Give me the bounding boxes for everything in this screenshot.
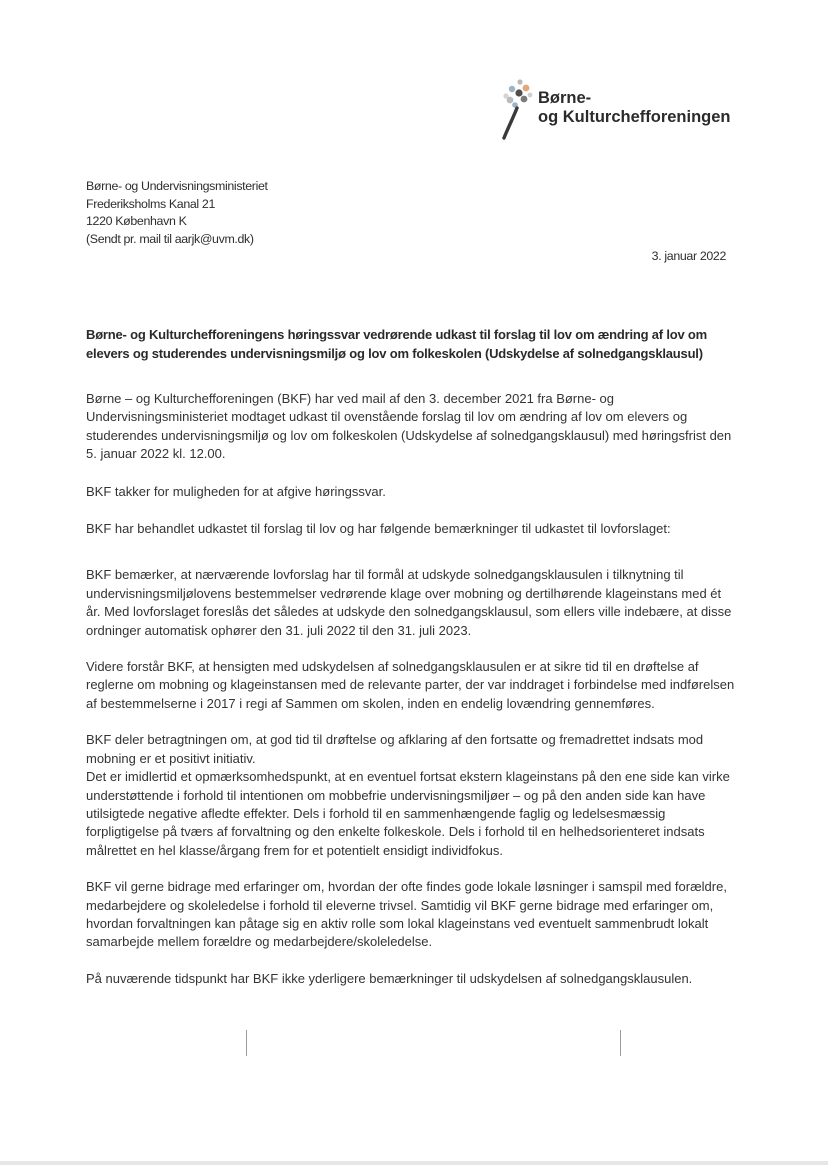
body-paragraph: Det er imidlertid et opmærksomhedspunkt, at en eventuel fortsat ekstern klageinstans på den ene side kan virke understøttende i forhold til intentionen om mobbefrie undervisningsmiljøer – og på den anden side kan have utilsigtede negative afledte effekter. Dels i forhold til en sammenhængende faglig og ledelsesmæssig forpligtigelse på tværs af forvaltning og den enkelte folkeskole. Dels i forhold til en helhedsorienteret indsats målrettet en hel klasse/årgang frem for et potentielt ensidigt individfokus.	[86, 769, 730, 858]
logo-line-1: Børne-	[538, 89, 592, 107]
logo-line-2: og Kulturchefforeningen	[538, 108, 731, 126]
body-paragraph: Videre forstår BKF, at hensigten med udskydelsen af solnedgangsklausulen er at sikre tid til en drøftelse af reglerne om mobning og klageinstansen med de relevante parter, der var inddraget i forbindelse med indførelsen af bestemmelserne i 2017 i regi af Sammen om skolen, inden en endelig lovændring gennemføres.	[86, 659, 735, 711]
address-line: Børne- og Undervisningsministeriet	[86, 179, 268, 193]
logo-wordmark	[538, 89, 731, 127]
body-paragraph: BKF deler betragtningen om, at god tid til drøftelse og afklaring af den fortsatte og fremadrettet indsats mod mobning er et positivt initiativ.	[86, 732, 704, 766]
address-line: (Sendt pr. mail til aarjk@uvm.dk)	[86, 231, 254, 246]
scan-mark-left	[246, 1030, 247, 1056]
letter-subject: Børne- og Kulturchefforeningens høringssvar vedrørende udkast til forslag til lov om ændring af lov om elevers og studerendes undervisningsmiljø og lov om folkeskolen (Udskydelse af solnedgangsklausul)	[86, 327, 708, 361]
address-line: Frederiksholms Kanal 21	[86, 196, 215, 211]
organization-logo	[496, 78, 736, 140]
letter-date: 3. januar 2022	[651, 249, 726, 263]
scan-mark-right	[620, 1030, 621, 1056]
body-paragraph: BKF har behandlet udkastet til forslag til lov og har følgende bemærkninger til udkastet til lovforslaget:	[86, 521, 671, 537]
scan-edge	[0, 1161, 828, 1165]
body-paragraph: BKF vil gerne bidrage med erfaringer om, hvordan der ofte findes gode lokale løsninger i samspil med forældre, medarbejdere og skoleledelse i forhold til eleverne trivsel. Samtidig vil BKF gerne bidrage med erfaringer om, hvordan forvaltningen kan påtage sig en aktiv rolle som lokal klageinstans ved eventuelt sammenbrudt lokalt samarbejde mellem forældre og medarbejdere/skoleledelse.	[86, 879, 727, 950]
address-line: 1220 København K	[86, 214, 187, 228]
body-paragraph: På nuværende tidspunkt har BKF ikke yderligere bemærkninger til udskydelsen af solnedgangsklausulen.	[86, 970, 693, 986]
logo-figure-icon	[496, 78, 540, 140]
body-paragraph: BKF bemærker, at nærværende lovforslag har til formål at udskyde solnedgangsklausulen i tilknytning til undervisningsmiljølovens bestemmelser vedrørende klage over mobning og dertilhørende klageinstans med ét år. Med lovforslaget foreslås det således at udskyde den solnedgangsklausul, som ellers ville indebære, at disse ordninger automatisk ophører den 31. juli 2022 til den 31. juli 2023.	[86, 567, 732, 638]
recipient-address	[86, 178, 268, 248]
body-paragraph: Børne – og Kulturchefforeningen (BKF) har ved mail af den 3. december 2021 fra Børne- og Undervisningsministeriet modtaget udkast til ovenstående forslag til lov om ændring af lov om elevers og studerendes undervisningsmiljø og lov om folkeskolen (Udskydelse af solnedgangsklausul) med høringsfrist den 5. januar 2022 kl. 12.00.	[86, 391, 732, 462]
letter-body	[86, 390, 738, 988]
body-paragraph: BKF takker for muligheden for at afgive høringssvar.	[86, 483, 386, 499]
